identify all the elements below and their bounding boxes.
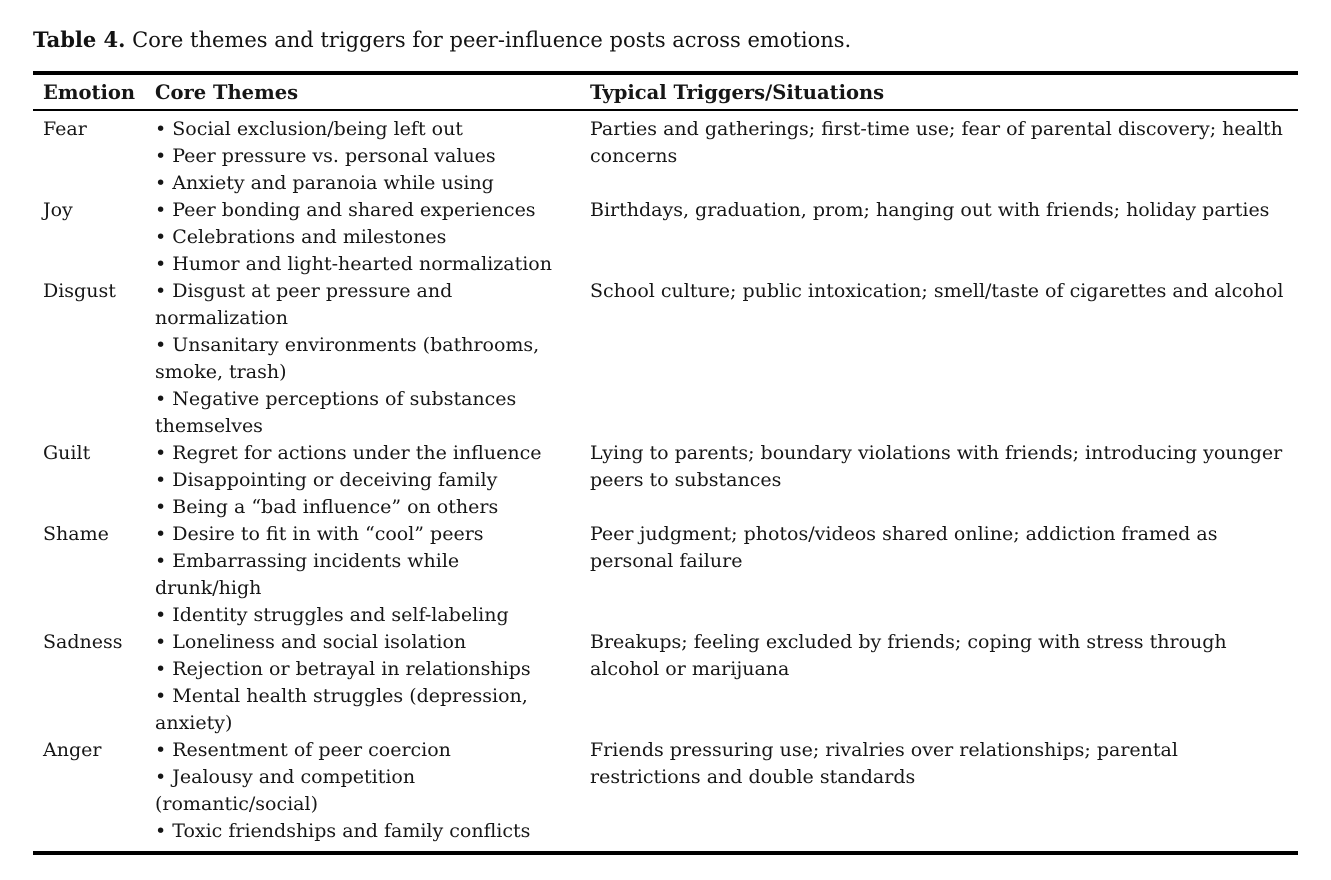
table-row-sadness (33, 629, 1298, 737)
emotion-cell: Sadness (43, 631, 123, 653)
table-caption-text: Core themes and triggers for peer-influence posts across emotions. (132, 28, 852, 52)
header-row (33, 73, 1298, 110)
theme-item: • Desire to fit in with “cool” peers (155, 521, 566, 548)
themes-cell (155, 278, 590, 440)
column-header-emotion: Emotion (33, 73, 155, 110)
themes-cell (155, 521, 590, 629)
table-block (33, 26, 1298, 855)
themes-cell (155, 197, 590, 278)
theme-item: • Jealousy and competition (romantic/social) (155, 764, 566, 818)
emotion-cell: Fear (43, 118, 87, 140)
table-row-joy (33, 197, 1298, 278)
triggers-cell: Lying to parents; boundary violations with friends; introducing younger peers to substances (590, 442, 1283, 491)
table-row-anger (33, 737, 1298, 853)
triggers-cell: Birthdays, graduation, prom; hanging out with friends; holiday parties (590, 199, 1270, 221)
table-row-guilt (33, 440, 1298, 521)
table-body (33, 110, 1298, 853)
theme-item: • Peer bonding and shared experiences (155, 197, 566, 224)
theme-item: • Peer pressure vs. personal values (155, 143, 566, 170)
theme-item: • Anxiety and paranoia while using (155, 170, 566, 197)
theme-item: • Embarrassing incidents while drunk/high (155, 548, 566, 602)
emotion-cell: Joy (43, 199, 73, 221)
table-row-disgust (33, 278, 1298, 440)
themes-cell (155, 440, 590, 521)
theme-item: • Regret for actions under the influence (155, 440, 566, 467)
theme-item: • Loneliness and social isolation (155, 629, 566, 656)
theme-item: • Celebrations and milestones (155, 224, 566, 251)
table-header (33, 73, 1298, 110)
theme-item: • Identity struggles and self-labeling (155, 602, 566, 629)
themes-cell (155, 110, 590, 197)
emotion-cell: Anger (43, 739, 102, 761)
theme-item: • Being a “bad influence” on others (155, 494, 566, 521)
table-caption (33, 26, 1298, 54)
theme-item: • Humor and light-hearted normalization (155, 251, 566, 278)
triggers-cell: School culture; public intoxication; smell/taste of cigarettes and alcohol (590, 280, 1284, 302)
theme-item: • Disappointing or deceiving family (155, 467, 566, 494)
table-caption-label: Table 4. (33, 27, 126, 52)
theme-item: • Social exclusion/being left out (155, 116, 566, 143)
emotion-cell: Guilt (43, 442, 91, 464)
theme-item: • Toxic friendships and family conflicts (155, 818, 566, 845)
table-row-shame (33, 521, 1298, 629)
theme-item: • Mental health struggles (depression, anxiety) (155, 683, 566, 737)
theme-item: • Disgust at peer pressure and normalization (155, 278, 566, 332)
column-header-core-themes: Core Themes (155, 73, 590, 110)
triggers-cell: Breakups; feeling excluded by friends; coping with stress through alcohol or marijuana (590, 631, 1227, 680)
triggers-cell: Peer judgment; photos/videos shared online; addiction framed as personal failure (590, 523, 1218, 572)
theme-item: • Unsanitary environments (bathrooms, smoke, trash) (155, 332, 566, 386)
theme-item: • Negative perceptions of substances themselves (155, 386, 566, 440)
triggers-cell: Parties and gatherings; first-time use; fear of parental discovery; health concerns (590, 118, 1283, 167)
table-row-fear (33, 110, 1298, 197)
theme-item: • Resentment of peer coercion (155, 737, 566, 764)
themes-cell (155, 737, 590, 853)
triggers-cell: Friends pressuring use; rivalries over relationships; parental restrictions and double standards (590, 739, 1178, 788)
emotions-table (33, 71, 1298, 855)
emotion-cell: Shame (43, 523, 109, 545)
column-header-triggers: Typical Triggers/Situations (590, 73, 1298, 110)
theme-item: • Rejection or betrayal in relationships (155, 656, 566, 683)
emotion-cell: Disgust (43, 280, 116, 302)
themes-cell (155, 629, 590, 737)
